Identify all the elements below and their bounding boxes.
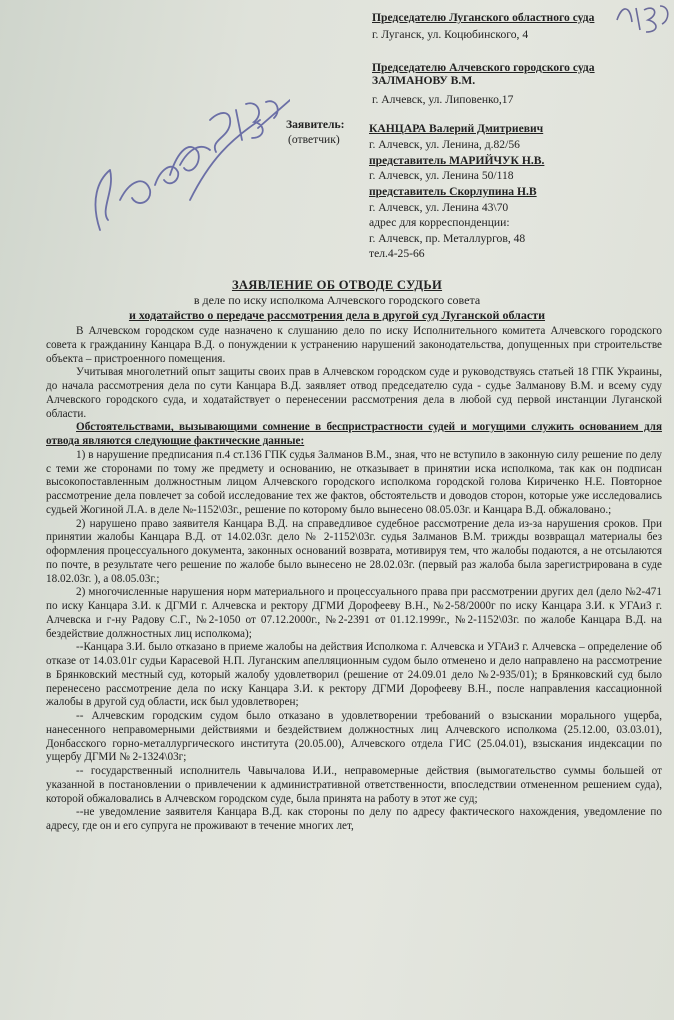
paragraph-motion: Учитывая многолетний опыт защиты своих прав в Алчевском городском суде и руководствуясь статьей 18 ГПК Украины, до начала рассмотрения дела по сути Канцара В.Д. заявляет отвод председателю суда - судье Залманову В.М. и всему суду Алчевского городского суда, и ходатайствует о перенесении рассмотрения дела в любой суд первой инстанции Луганской области.	[46, 366, 662, 420]
recipient-1-title: Председателю Луганского областного суда	[372, 11, 595, 24]
representative-1: представитель МАРИЙЧУК Н.В.	[369, 154, 545, 167]
handwritten-signature	[60, 80, 290, 250]
representative-1-address: г. Алчевск, ул. Ленина 50/118	[369, 169, 514, 182]
phone: тел.4-25-66	[369, 247, 425, 260]
recipient-1-address: г. Луганск, ул. Коцюбинского, 4	[372, 28, 529, 41]
correspondence-address: г. Алчевск, пр. Металлургов, 48	[369, 232, 526, 245]
applicant-address: г. Алчевск, ул. Ленина, д.82/56	[369, 138, 520, 151]
section-heading: Обстоятельствами, вызывающими сомнение в беспристрастности судей и могущими служить основанием для отвода являются следующие фактические данные:	[46, 421, 662, 447]
document-subtitle-1: в деле по иску исполкома Алчевского городского совета	[193, 293, 481, 307]
document-body	[46, 325, 662, 834]
paragraph-dash-3: -- государственный исполнитель Чавычалова И.И., неправомерные действия (вымогательство суммы большей от указанной в постановлении о привлечении к административной ответственности, впоследствии отмененном решением суда), которой обжаловались в Алчевском городском суде, была принята на работу в этот же суд;	[46, 765, 662, 805]
recipient-2-title: Председателю Алчевского городского суда	[372, 61, 595, 74]
applicant-label: Заявитель:	[286, 118, 345, 131]
paragraph-dash-2: -- Алчевским городским судом было отказано в удовлетворении требований о взыскании морального ущерба, нанесенного неправомерными действиями и бездействием должностных лиц Алчевского исполкома (25.12.00, 03.03.01), Донбасского горно-металлургического института (20.05.00), Алчевского отдела ГИС (25.04.01), взыскания индексации по ущербу ДГМИ № 2-1324\03г;	[46, 710, 662, 764]
correspondence-label: адрес для корреспонденции:	[369, 216, 510, 229]
representative-2: представитель Скорлупина Н.В	[369, 185, 537, 198]
applicant-name: КАНЦАРА Валерий Дмитриевич	[369, 122, 544, 135]
paragraph-point-3: 2) многочисленные нарушения норм материального и процессуального права при рассмотрении других дел (дело №2-471 по иску Канцара З.И. к ДГМИ г. Алчевска и ректору ДГМИ Дорофееву В.Н., №2-58/2000г по иску Канцара З.И. к УГАиЗ г. Алчевска и г-ну Радову С.Г., №2-1050 от 07.12.2000г., №2-2391 от 01.12.1999г., №2-1152\03г. по жалобе Канцара В.Д. на бездействие должностных лиц исполкома);	[46, 586, 662, 640]
applicant-role: (ответчик)	[288, 133, 340, 146]
paragraph-intro: В Алчевском городском суде назначено к слушанию дело по иску Исполнительного комитета Алчевского городского совета к гражданину Канцара В.Д. о понуждении к устранению нарушений законодательства, допущенных при строительстве объекта – пристроенного помещения.	[46, 325, 662, 365]
paragraph-point-2: 2) нарушено право заявителя Канцара В.Д. на справедливое судебное рассмотрение дела из-за нарушения сроков. При принятии жалобы Канцара В.Д. от 14.02.03г. дело № 2-1152\03г. судья Залманов В.М. трижды возвращал материалы без оформления процессуального документа, законных оснований возврата, мотивируя тем, что жалобы подаются, а не отсылаются по почте, в результате чего решение по жалобе было вынесено не 28.02.03г. (первый раз жалоба была зарегистрирована в суде 18.02.03г. ), а 08.05.03г.;	[46, 517, 662, 585]
paragraph-point-1: 1) в нарушение предписания п.4 ст.136 ГПК судья Залманов В.М., зная, что не вступило в законную силу решение по делу с теми же сторонами по тому же предмету и основанию, не отказывает в принятии иска исполкома, так как он подписан высокопоставленным должностным лицом Алчевского городского исполкома городской голова Кириченко Н.Е. Повторное рассмотрение дела повлечет за собой исследование тех же фактов, обстоятельств и доводов сторон, которые уже исследовались судьей Жогиной Л.А. в деле №-1152\03г., решение по которому было вынесено 08.05.03г. и Канцара В.Д. обжаловано.;	[46, 448, 662, 516]
corner-handwritten-note	[612, 0, 672, 40]
paragraph-dash-4: --не уведомление заявителя Канцара В.Д. как стороны по делу по адресу фактического нахождения, уведомление по адресу, где он и его супруга не проживают в течение многих лет,	[46, 806, 662, 832]
recipient-2-name: ЗАЛМАНОВУ В.М.	[372, 74, 476, 87]
paragraph-dash-1: --Канцара З.И. было отказано в приеме жалобы на действия Исполкома г. Алчевска и УГАиЗ г. Алчевска – определение об отказе от 14.03.01г судьи Карасевой Н.П. Луганским апелляционным судом было отменено и дело направлено на рассмотрение в Брянковский местный суд, который жалобу удовлетворил (решение от 24.09.01 дело №2-935/01); в Брянковский суд было перенесено рассмотрение дела по иску Канцара З.И. к ректору ДГМИ Дорофееву В.Н., после направления кассационной жалобы в другой суд области, иск был удовлетворен;	[46, 641, 662, 709]
document-title: ЗАЯВЛЕНИЕ ОБ ОТВОДЕ СУДЬИ	[231, 278, 443, 292]
document-subtitle-2: и ходатайство о передаче рассмотрения дела в другой суд Луганской области	[128, 308, 546, 322]
representative-2-address: г. Алчевск, ул. Ленина 43\70	[369, 201, 509, 214]
recipient-2-address: г. Алчевск, ул. Липовенко,17	[372, 93, 514, 106]
